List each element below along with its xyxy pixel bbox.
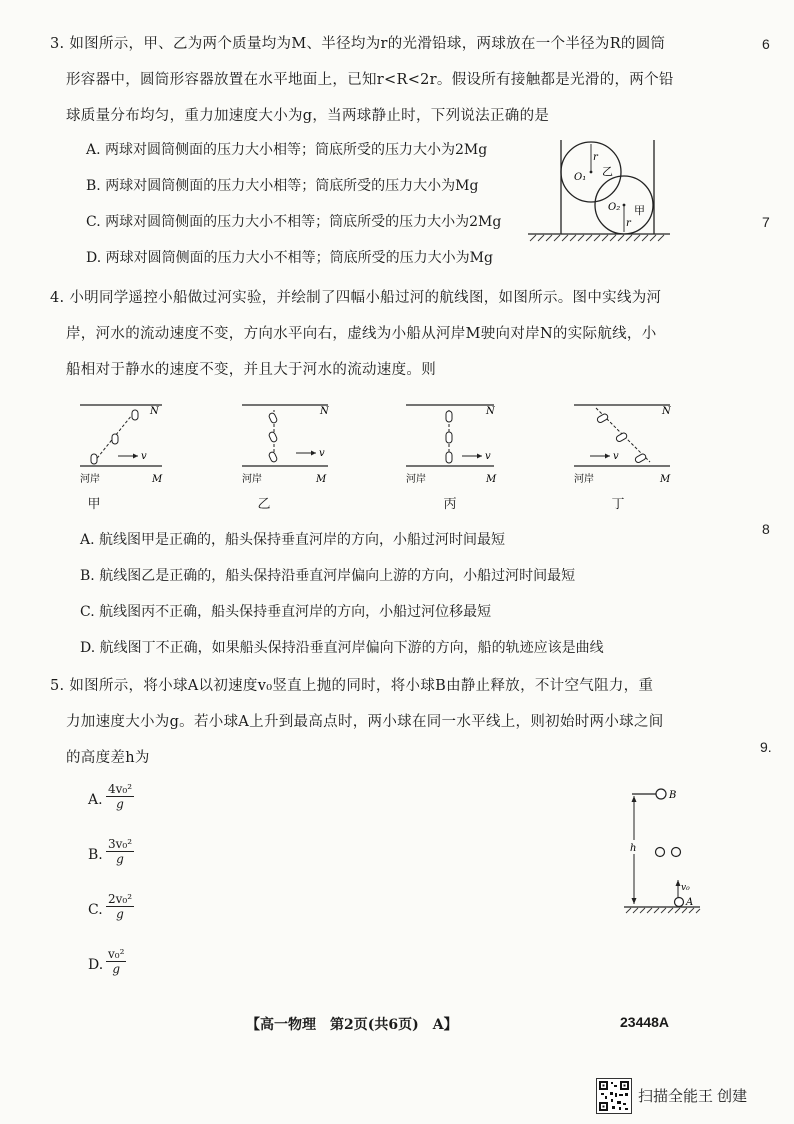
river-diagram-yi [242,398,342,488]
boat-icon [446,452,452,463]
diagram-caption-bing: 丙 [443,497,457,512]
margin-number-8: 8 [762,521,770,537]
v0-label: v₀ [681,883,690,893]
radius-label-bottom: r [626,218,631,229]
question-4-line-2: 岸，河水的流动速度不变，方向水平向右，虚线为小船从河岸M驶向对岸N的实际航线，小 [66,326,657,342]
diagram-caption-jia: 甲 [87,497,101,512]
question-5-option-d-fraction [106,947,126,976]
fraction-denominator: g [116,907,124,921]
fraction-numerator: v₀² [108,947,125,961]
bank-label: 河岸 [242,474,262,485]
question-3-line-3: 球质量分布均匀，重力加速度大小为g，当两球静止时，下列说法正确的是 [66,108,550,124]
bank-label: 河岸 [80,474,100,485]
river-diagram-jia [80,398,180,488]
question-5-option-b-fraction [106,837,134,866]
question-4-option-b: B. 航线图乙是正确的，船头保持沿垂直河岸偏向上游的方向，小船过河时间最短 [80,568,576,584]
boat-icon [112,434,118,444]
question-3-option-d: D. 两球对圆筒侧面的压力大小不相等；筒底所受的压力大小为Mg [86,250,493,266]
bank-n-label: N [662,406,671,417]
ball-b [656,789,666,799]
fraction-denominator: g [116,852,124,866]
boat-icon [268,431,278,443]
ball-a [675,898,684,907]
qr-code-icon [596,1078,632,1114]
bank-m-label: M [660,474,671,485]
velocity-label: v [485,451,491,462]
question-5-option-c-letter: C. [88,902,103,918]
question-5-line-3: 的高度差h为 [66,750,150,766]
question-4-option-c: C. 航线图丙不正确，船头保持垂直河岸的方向，小船过河位移最短 [80,604,492,620]
boat-icon [615,432,628,443]
bank-m-label: M [316,474,327,485]
velocity-label: v [613,451,619,462]
fraction-denominator: g [116,797,124,811]
fraction-numerator: 4v₀² [108,782,133,796]
boat-icon [446,411,452,422]
question-5-line-1: 5. 如图所示，将小球A以初速度v₀竖直上抛的同时，将小球B由静止释放，不计空气阻力，重 [50,678,654,694]
o1-label: O₁ [574,172,587,183]
o2-label: O₂ [608,202,621,213]
page-footer: 【高一物理 第2页(共6页) A】 [246,1017,458,1033]
jia-label: 甲 [634,204,645,217]
bank-n-label: N [320,406,329,417]
height-label: h [630,843,637,854]
question-5-option-b-letter: B. [88,847,103,863]
bank-m-label: M [486,474,497,485]
margin-number-9: 9. [760,739,772,755]
boat-icon [132,410,138,420]
fraction-numerator: 3v₀² [108,837,133,851]
velocity-label: v [319,448,325,459]
bank-n-label: N [486,406,495,417]
question-5-option-c-fraction [106,892,134,921]
boat-icon [91,454,97,464]
bank-label: 河岸 [406,474,426,485]
question-4-option-a: A. 航线图甲是正确的，船头保持垂直河岸的方向，小船过河时间最短 [80,532,506,548]
paper-code: 23448A [620,1014,670,1030]
diagram-caption-ding: 丁 [611,497,625,512]
margin-number-6: 6 [762,36,770,52]
ball-b-label: B [669,790,677,801]
yi-label: 乙 [602,165,613,178]
diagram-caption-yi: 乙 [257,497,271,512]
boat-icon [634,453,647,464]
question-5-option-d-letter: D. [88,957,104,973]
boat-icon [268,451,278,463]
river-diagram-bing [406,398,506,488]
ball-midway [672,848,681,857]
question-3-option-a: A. 两球对圆筒侧面的压力大小相等；筒底所受的压力大小为2Mg [86,142,488,158]
bank-n-label: N [150,406,159,417]
question-3-line-2: 形容器中，圆筒形容器放置在水平地面上，已知r<R<2r。假设所有接触都是光滑的，两个铅 [66,72,674,88]
question-5-option-a-letter: A. [88,792,103,808]
scanner-watermark: 扫描全能王 创建 [638,1088,748,1105]
question-4-line-3: 船相对于静水的速度不变，并且大于河水的流动速度。则 [66,362,436,378]
radius-label-top: r [593,152,598,163]
boat-icon [596,413,609,424]
question-3-option-c: C. 两球对圆筒侧面的压力大小不相等；筒底所受的压力大小为2Mg [86,214,502,230]
velocity-label: v [141,451,147,462]
two-balls-in-cylinder-figure [524,138,674,246]
vertical-throw-figure [620,778,710,916]
question-5-option-a-fraction [106,782,134,811]
question-4-line-1: 4. 小明同学遥控小船做过河实验，并绘制了四幅小船过河的航线图，如图所示。图中实线为河 [50,290,662,306]
bank-m-label: M [152,474,163,485]
boat-icon [268,412,278,424]
bank-label: 河岸 [574,474,594,485]
question-3-line-1: 3. 如图所示，甲、乙为两个质量均为M、半径均为r的光滑铅球，两球放在一个半径为R的圆筒 [50,36,666,52]
river-diagram-ding [574,398,674,488]
ball-a-label: A [686,897,694,908]
question-4-option-d: D. 航线图丁不正确，如果船头保持沿垂直河岸偏向下游的方向，船的轨迹应该是曲线 [80,640,604,656]
question-5-line-2: 力加速度大小为g。若小球A上升到最高点时，两小球在同一水平线上，则初始时两小球之间 [66,714,664,730]
fraction-denominator: g [112,962,121,976]
boat-icon [446,432,452,443]
ball-midway [656,848,665,857]
margin-number-7: 7 [762,214,770,230]
fraction-numerator: 2v₀² [108,892,133,906]
question-3-option-b: B. 两球对圆筒侧面的压力大小相等；筒底所受的压力大小为Mg [86,178,479,194]
